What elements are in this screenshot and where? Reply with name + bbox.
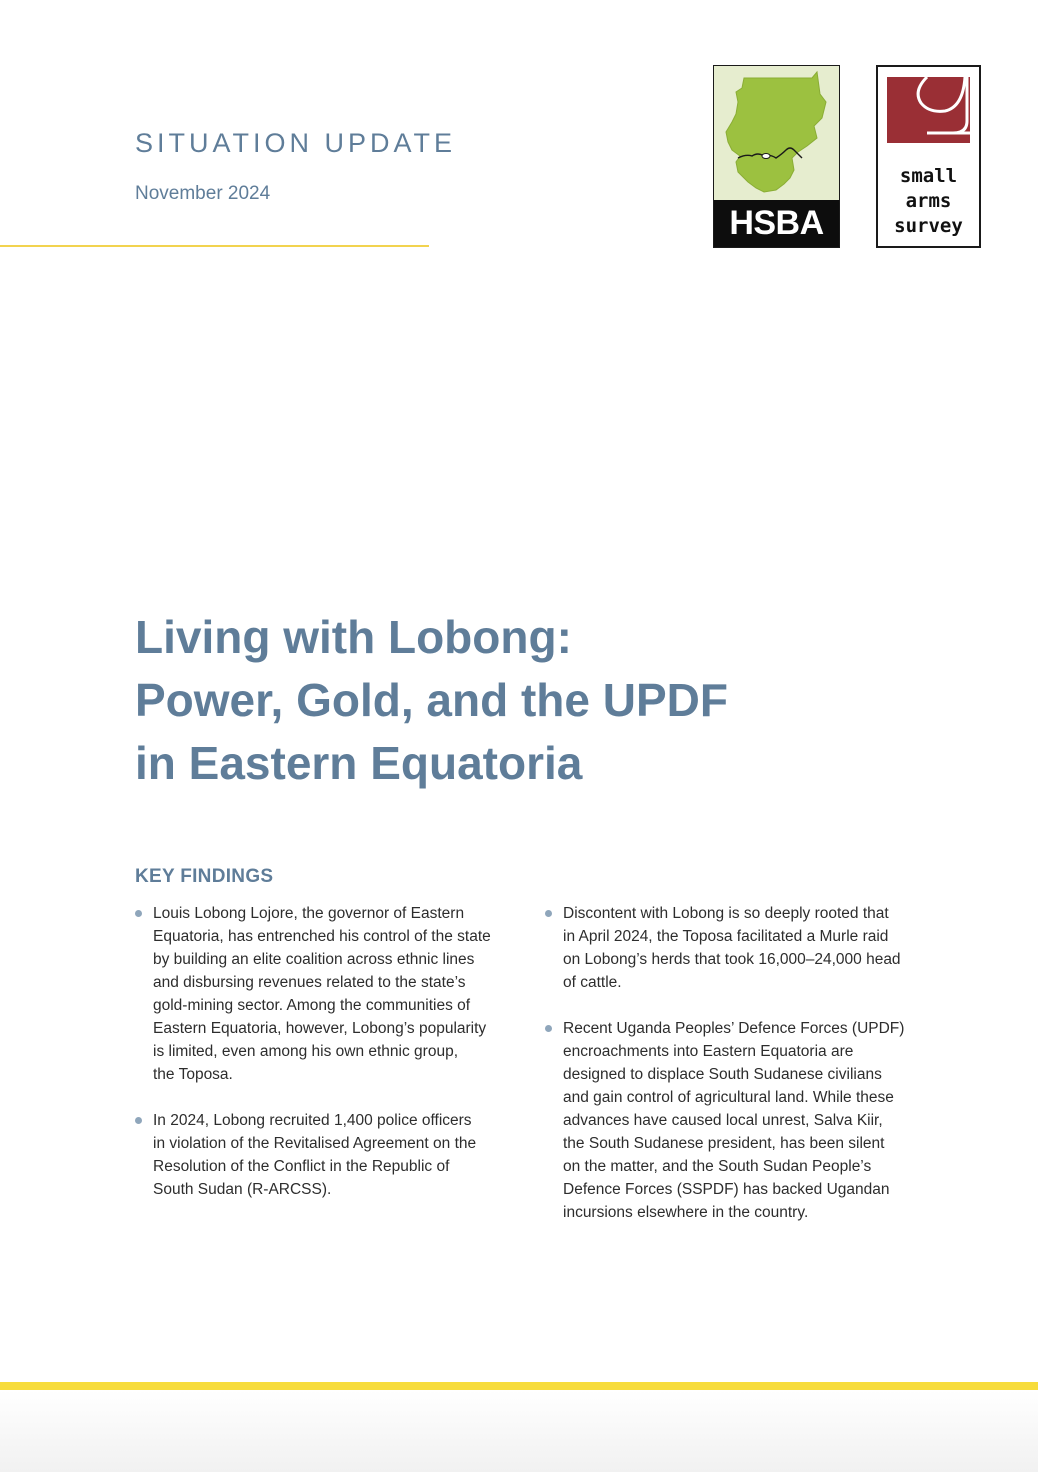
finding-line: gold-mining sector. Among the communities of [153,997,471,1014]
bullet-icon [545,1025,552,1032]
finding-line: on the matter, and the South Sudan People’s [563,1158,872,1175]
finding-line: In 2024, Lobong recruited 1,400 police officers [153,1112,472,1129]
key-finding-item [545,902,915,994]
key-findings-right-column [545,902,915,1247]
finding-line: Resolution of the Conflict in the Republic of [153,1158,450,1175]
finding-line: Recent Uganda Peoples’ Defence Forces (UPDF) [563,1020,905,1037]
finding-line: Defence Forces (SSPDF) has backed Ugandan [563,1181,890,1198]
finding-line: Equatoria, has entrenched his control of the state [153,928,491,945]
finding-line: the South Sudanese president, has been silent [563,1135,885,1152]
finding-line: Eastern Equatoria, however, Lobong’s popularity [153,1020,487,1037]
small-arms-survey-emblem-icon [887,77,970,143]
finding-line: is limited, even among his own ethnic group, [153,1043,458,1060]
finding-line: of cattle. [563,974,622,991]
finding-line: advances have caused local unrest, Salva Kiir, [563,1112,883,1129]
key-findings-heading: KEY FINDINGS [135,866,274,887]
small-arms-survey-wordmark [878,164,979,239]
finding-line: incursions elsewhere in the country. [563,1204,809,1221]
bullet-icon [135,1117,142,1124]
document-title [135,606,895,795]
key-finding-item [135,1109,505,1201]
title-line-3: in Eastern Equatoria [135,737,583,789]
finding-line: Louis Lobong Lojore, the governor of Eastern [153,905,465,922]
finding-line: designed to displace South Sudanese civilians [563,1066,882,1083]
sudan-map-icon [714,66,840,206]
finding-line: and gain control of agricultural land. While these [563,1089,894,1106]
finding-line: by building an elite coalition across ethnic lines [153,951,475,968]
finding-line: the Toposa. [153,1066,233,1083]
finding-line: on Lobong’s herds that took 16,000–24,000 head [563,951,901,968]
finding-line: in April 2024, the Toposa facilitated a Murle raid [563,928,889,945]
finding-line: and disbursing revenues related to the state’s [153,974,466,991]
key-finding-item [135,902,505,1086]
document-type-label: SITUATION UPDATE [135,128,457,158]
bullet-icon [135,910,142,917]
title-line-2: Power, Gold, and the UPDF [135,674,728,726]
bullet-icon [545,910,552,917]
footer-divider [0,1382,1038,1390]
wordmark-line-small: small [899,165,958,187]
wordmark-line-survey: survey [894,215,963,237]
finding-line: Discontent with Lobong is so deeply rooted that [563,905,889,922]
wordmark-line-arms: arms [905,190,952,212]
publication-date: November 2024 [135,183,271,204]
title-line-1: Living with Lobong: [135,611,572,663]
key-finding-item [545,1017,915,1224]
footer-background [0,1390,1038,1472]
finding-line: encroachments into Eastern Equatoria are [563,1043,854,1060]
key-findings-left-column [135,902,505,1224]
finding-line: in violation of the Revitalised Agreement on the [153,1135,477,1152]
finding-line: South Sudan (R-ARCSS). [153,1181,332,1198]
header-divider [0,245,429,247]
small-arms-survey-logo [876,65,981,248]
hsba-wordmark: HSBA [714,200,839,247]
hsba-logo [713,65,840,248]
